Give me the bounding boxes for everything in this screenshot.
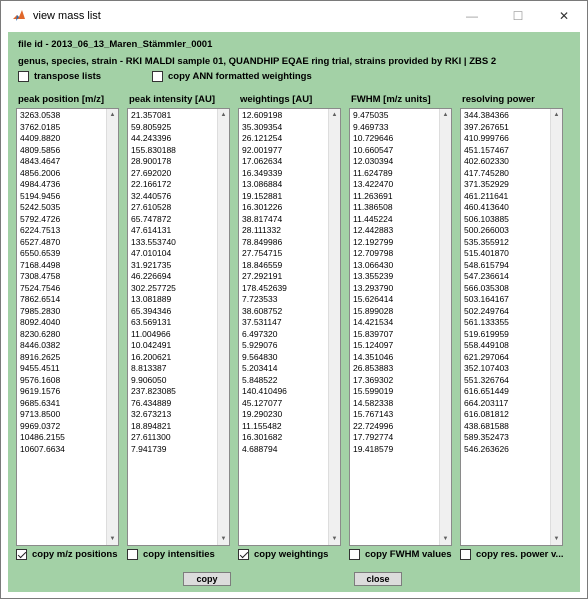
peak-position-list[interactable] <box>16 108 119 546</box>
maximize-icon[interactable]: ☐ <box>512 9 524 23</box>
list-item[interactable]: 178.452639 <box>242 282 287 293</box>
scroll-down-icon[interactable]: ▼ <box>109 536 116 542</box>
list-item[interactable]: 515.401870 <box>464 248 509 258</box>
vertical-scrollbar[interactable] <box>328 109 340 545</box>
list-item[interactable]: 9713.8500 <box>20 409 61 419</box>
column-header-peak-intensity: peak intensity [AU] <box>129 94 216 105</box>
list-item[interactable]: 352.107403 <box>464 363 509 373</box>
copy-fwhm-checkbox[interactable] <box>349 549 452 560</box>
list-item[interactable]: 13.066430 <box>353 259 394 270</box>
list-item[interactable]: 502.249764 <box>464 305 509 316</box>
list-item[interactable]: 4984.4736 <box>20 179 61 189</box>
list-item[interactable]: 5.929076 <box>242 340 278 350</box>
checkbox-box[interactable] <box>349 549 360 560</box>
scroll-up-icon[interactable]: ▲ <box>553 112 560 118</box>
list-item[interactable]: 13.293790 <box>353 282 394 293</box>
list-item[interactable]: 506.103885 <box>464 213 509 224</box>
list-item[interactable]: 12.609198 <box>242 110 283 120</box>
list-item[interactable]: 16.200621 <box>131 351 172 362</box>
list-item[interactable]: 38.817474 <box>242 213 283 224</box>
transpose-lists-checkbox[interactable] <box>18 71 101 82</box>
list-item[interactable]: 11.004966 <box>131 328 171 339</box>
close-button[interactable]: close <box>354 572 402 586</box>
scroll-up-icon[interactable]: ▲ <box>442 112 449 118</box>
scroll-down-icon[interactable]: ▼ <box>331 536 338 542</box>
column-header-peak-position: peak position [m/z] <box>18 94 105 105</box>
list-item[interactable]: 7308.4758 <box>20 271 61 281</box>
list-item[interactable]: 17.369302 <box>353 374 394 385</box>
list-items <box>353 110 437 455</box>
list-item[interactable]: 15.124097 <box>353 340 394 350</box>
list-items <box>464 110 548 455</box>
fwhm-list[interactable] <box>349 108 452 546</box>
list-item[interactable]: 4856.2006 <box>20 167 61 178</box>
checkbox-box[interactable] <box>152 71 163 82</box>
list-item[interactable]: 10486.2155 <box>20 432 65 442</box>
list-item[interactable]: 92.001977 <box>242 144 283 155</box>
list-item[interactable]: 15.899028 <box>353 305 394 316</box>
checkbox-box[interactable] <box>18 71 29 82</box>
list-item[interactable]: 397.267651 <box>464 121 509 132</box>
vertical-scrollbar[interactable] <box>217 109 229 545</box>
copy-resolving-power-checkbox[interactable] <box>460 549 563 560</box>
list-item[interactable]: 13.422470 <box>353 179 394 189</box>
list-item[interactable]: 3762.0185 <box>20 121 61 132</box>
column-header-resolving-power: resolving power <box>462 94 535 105</box>
list-item[interactable]: 17.062634 <box>242 156 283 166</box>
list-item[interactable]: 11.263691 <box>353 190 393 201</box>
scroll-up-icon[interactable]: ▲ <box>109 112 116 118</box>
list-item[interactable]: 32.440576 <box>131 190 172 201</box>
list-item[interactable]: 22.724996 <box>353 420 394 431</box>
list-item[interactable]: 27.754715 <box>242 248 283 258</box>
list-item[interactable]: 302.257725 <box>131 282 176 293</box>
list-items <box>20 110 104 455</box>
copy-button[interactable]: copy <box>183 572 231 586</box>
list-item[interactable]: 438.681588 <box>464 420 509 431</box>
checkbox-label: copy m/z positions <box>32 549 118 560</box>
list-item[interactable]: 65.747872 <box>131 213 172 224</box>
list-item[interactable]: 8.813387 <box>131 363 167 373</box>
list-item[interactable]: 59.805925 <box>131 121 172 132</box>
list-item[interactable]: 561.133355 <box>464 317 509 327</box>
list-item[interactable]: 12.192799 <box>353 236 394 247</box>
list-item[interactable]: 140.410496 <box>242 386 287 396</box>
list-item[interactable]: 503.164167 <box>464 294 509 304</box>
list-item[interactable]: 14.582338 <box>353 397 394 408</box>
resolving-power-list[interactable] <box>460 108 563 546</box>
list-item[interactable]: 15.626414 <box>353 294 394 304</box>
list-item[interactable]: 78.849986 <box>242 236 283 247</box>
list-item[interactable]: 19.152881 <box>242 190 283 201</box>
list-item[interactable]: 47.614131 <box>131 225 172 235</box>
list-item[interactable]: 558.449108 <box>464 340 509 350</box>
list-item[interactable]: 13.355239 <box>353 271 394 281</box>
list-item[interactable]: 45.127077 <box>242 397 283 408</box>
copy-ann-checkbox[interactable] <box>152 71 312 82</box>
list-item[interactable]: 9.906050 <box>131 374 167 385</box>
list-item[interactable]: 26.853883 <box>353 363 394 373</box>
list-item[interactable]: 500.266003 <box>464 225 509 235</box>
list-item[interactable]: 32.673213 <box>131 409 172 419</box>
list-item[interactable]: 621.297064 <box>464 351 509 362</box>
vertical-scrollbar[interactable] <box>550 109 562 545</box>
list-item[interactable]: 9455.4511 <box>20 363 60 373</box>
title-bar[interactable] <box>1 1 587 31</box>
list-item[interactable]: 8230.6280 <box>20 328 61 339</box>
scroll-down-icon[interactable]: ▼ <box>442 536 449 542</box>
list-item[interactable]: 4809.5856 <box>20 144 61 155</box>
list-item[interactable]: 547.236614 <box>464 271 509 281</box>
scroll-up-icon[interactable]: ▲ <box>331 112 338 118</box>
list-item[interactable]: 15.767143 <box>353 409 394 419</box>
list-item[interactable]: 22.166172 <box>131 179 172 189</box>
list-item[interactable]: 410.999766 <box>464 133 509 143</box>
list-item[interactable]: 10.660547 <box>353 144 394 155</box>
list-item[interactable]: 27.692020 <box>131 167 172 178</box>
list-item[interactable]: 27.610528 <box>131 202 172 212</box>
list-item[interactable]: 4409.8820 <box>20 133 61 143</box>
copy-weightings-checkbox[interactable] <box>238 549 328 560</box>
list-item[interactable]: 12.030394 <box>353 156 394 166</box>
list-item[interactable]: 9.469733 <box>353 121 389 132</box>
list-item[interactable]: 15.839707 <box>353 328 394 339</box>
list-item[interactable]: 9.475035 <box>353 110 389 120</box>
list-item[interactable]: 19.418579 <box>353 443 394 454</box>
checkbox-label: copy ANN formatted weightings <box>168 71 312 82</box>
list-item[interactable]: 4843.4647 <box>20 156 61 166</box>
scroll-down-icon[interactable]: ▼ <box>553 536 560 542</box>
list-item[interactable]: 9969.0372 <box>20 420 61 431</box>
close-window-icon[interactable]: ✕ <box>558 9 570 23</box>
list-item[interactable]: 13.081889 <box>131 294 172 304</box>
list-item[interactable]: 461.211641 <box>464 190 509 201</box>
list-item[interactable]: 28.111332 <box>242 225 281 235</box>
list-item[interactable]: 155.830188 <box>131 144 176 155</box>
list-item[interactable]: 5792.4726 <box>20 213 61 224</box>
list-item[interactable]: 133.553740 <box>131 236 176 247</box>
list-items <box>131 110 215 455</box>
list-item[interactable]: 26.121254 <box>242 133 283 143</box>
list-item[interactable]: 14.351046 <box>353 351 394 362</box>
sample-description: genus, species, strain - RKI MALDI sample 01, QUANDHIP EQAE ring trial, strains provided by RKI | ZBS 2 <box>18 56 497 67</box>
list-item[interactable]: 6550.6539 <box>20 248 61 258</box>
list-item[interactable]: 460.413640 <box>464 202 509 212</box>
list-item[interactable]: 18.846559 <box>242 259 283 270</box>
checkbox-box[interactable] <box>16 549 27 560</box>
list-item[interactable]: 4.688794 <box>242 443 278 454</box>
list-item[interactable]: 27.292191 <box>242 271 283 281</box>
minimize-icon[interactable]: — <box>466 9 478 23</box>
copy-intensities-checkbox[interactable] <box>127 549 215 560</box>
checkbox-label: copy FWHM values <box>365 549 452 560</box>
list-item[interactable]: 9619.1576 <box>20 386 61 396</box>
list-item[interactable]: 7.941739 <box>131 443 167 454</box>
checkbox-label: transpose lists <box>34 71 102 82</box>
list-item[interactable]: 9685.6341 <box>20 397 61 408</box>
checkbox-label: copy res. power v... <box>476 549 564 560</box>
copy-mz-positions-checkbox[interactable] <box>16 549 118 560</box>
list-item[interactable]: 589.352473 <box>464 432 509 442</box>
checkbox-box[interactable] <box>460 549 471 560</box>
list-item[interactable]: 7.723533 <box>242 294 278 304</box>
list-item[interactable]: 8092.4040 <box>20 317 61 327</box>
checkbox-box[interactable] <box>127 549 138 560</box>
list-item[interactable]: 14.421534 <box>353 317 394 327</box>
checkbox-label: copy intensities <box>143 549 215 560</box>
file-id-label: file id - 2013_06_13_Maren_Stämmler_0001 <box>18 39 213 50</box>
list-item[interactable]: 16.349339 <box>242 167 283 178</box>
column-header-weightings: weightings [AU] <box>240 94 313 105</box>
list-item[interactable]: 31.921735 <box>131 259 172 270</box>
list-item[interactable]: 12.709798 <box>353 248 394 258</box>
list-item[interactable]: 6.497320 <box>242 328 278 339</box>
list-item[interactable]: 63.569131 <box>131 317 172 327</box>
scroll-up-icon[interactable]: ▲ <box>220 112 227 118</box>
window-title: view mass list <box>33 10 101 22</box>
peak-intensity-list[interactable] <box>127 108 230 546</box>
list-item[interactable]: 664.203117 <box>464 397 509 408</box>
list-item[interactable]: 546.263626 <box>464 443 509 454</box>
list-item[interactable]: 566.035308 <box>464 282 509 293</box>
list-item[interactable]: 35.309354 <box>242 121 283 132</box>
list-item[interactable]: 16.301682 <box>242 432 283 442</box>
list-item[interactable]: 44.243396 <box>131 133 172 143</box>
list-item[interactable]: 616.081812 <box>464 409 509 419</box>
list-item[interactable]: 7862.6514 <box>20 294 61 304</box>
list-item[interactable]: 237.823085 <box>131 386 176 396</box>
list-item[interactable]: 9.564830 <box>242 351 278 362</box>
list-item[interactable]: 548.615794 <box>464 259 509 270</box>
list-item[interactable]: 9576.1608 <box>20 374 61 385</box>
scroll-down-icon[interactable]: ▼ <box>220 536 227 542</box>
weightings-list[interactable] <box>238 108 341 546</box>
column-header-fwhm: FWHM [m/z units] <box>351 94 431 105</box>
list-item[interactable]: 5.203414 <box>242 363 278 373</box>
list-item[interactable]: 46.226694 <box>131 271 172 281</box>
list-item[interactable]: 65.394346 <box>131 305 172 316</box>
list-item[interactable]: 5.848522 <box>242 374 278 385</box>
list-item[interactable]: 616.651449 <box>464 386 509 396</box>
list-item[interactable]: 18.894821 <box>131 420 172 431</box>
list-item[interactable]: 15.599019 <box>353 386 394 396</box>
list-item[interactable]: 21.357081 <box>131 110 172 120</box>
list-item[interactable]: 11.155482 <box>242 420 282 431</box>
list-item[interactable]: 5194.9456 <box>20 190 61 201</box>
checkbox-label: copy weightings <box>254 549 329 560</box>
list-item[interactable]: 37.531147 <box>242 317 282 327</box>
vertical-scrollbar[interactable] <box>439 109 451 545</box>
list-item[interactable]: 28.900178 <box>131 156 172 166</box>
list-item[interactable]: 10.042491 <box>131 340 172 350</box>
list-item[interactable]: 10607.6634 <box>20 443 65 454</box>
checkbox-box[interactable] <box>238 549 249 560</box>
list-item[interactable]: 38.608752 <box>242 305 283 316</box>
list-item[interactable]: 451.157467 <box>464 144 509 155</box>
list-item[interactable]: 535.355912 <box>464 236 509 247</box>
list-item[interactable]: 7985.2830 <box>20 305 61 316</box>
list-item[interactable]: 13.086884 <box>242 179 283 189</box>
list-item[interactable]: 3263.0538 <box>20 110 61 120</box>
list-item[interactable]: 17.792774 <box>353 432 394 442</box>
list-item[interactable]: 7524.7546 <box>20 282 61 293</box>
list-item[interactable]: 11.445224 <box>353 213 393 224</box>
dialog-content <box>8 32 580 592</box>
list-item[interactable]: 11.386508 <box>353 202 393 212</box>
list-item[interactable]: 402.602330 <box>464 156 509 166</box>
list-item[interactable]: 344.384366 <box>464 110 509 120</box>
list-item[interactable]: 371.352929 <box>464 179 509 189</box>
list-item[interactable]: 11.624789 <box>353 167 393 178</box>
list-item[interactable]: 8446.0382 <box>20 340 61 350</box>
list-items <box>242 110 326 455</box>
list-item[interactable]: 6224.7513 <box>20 225 61 235</box>
list-item[interactable]: 5242.5035 <box>20 202 61 212</box>
list-item[interactable]: 27.611300 <box>131 432 171 442</box>
list-item[interactable]: 417.745280 <box>464 167 509 178</box>
list-item[interactable]: 519.619959 <box>464 328 509 339</box>
list-item[interactable]: 12.442883 <box>353 225 394 235</box>
matlab-icon <box>12 9 26 23</box>
list-item[interactable]: 76.434889 <box>131 397 172 408</box>
list-item[interactable]: 47.010104 <box>131 248 172 258</box>
list-item[interactable]: 551.326764 <box>464 374 509 385</box>
list-item[interactable]: 19.290230 <box>242 409 283 419</box>
vertical-scrollbar[interactable] <box>106 109 118 545</box>
list-item[interactable]: 6527.4870 <box>20 236 61 247</box>
list-item[interactable]: 7168.4498 <box>20 259 61 270</box>
list-item[interactable]: 8916.2625 <box>20 351 61 362</box>
list-item[interactable]: 16.301226 <box>242 202 283 212</box>
list-item[interactable]: 10.729646 <box>353 133 394 143</box>
